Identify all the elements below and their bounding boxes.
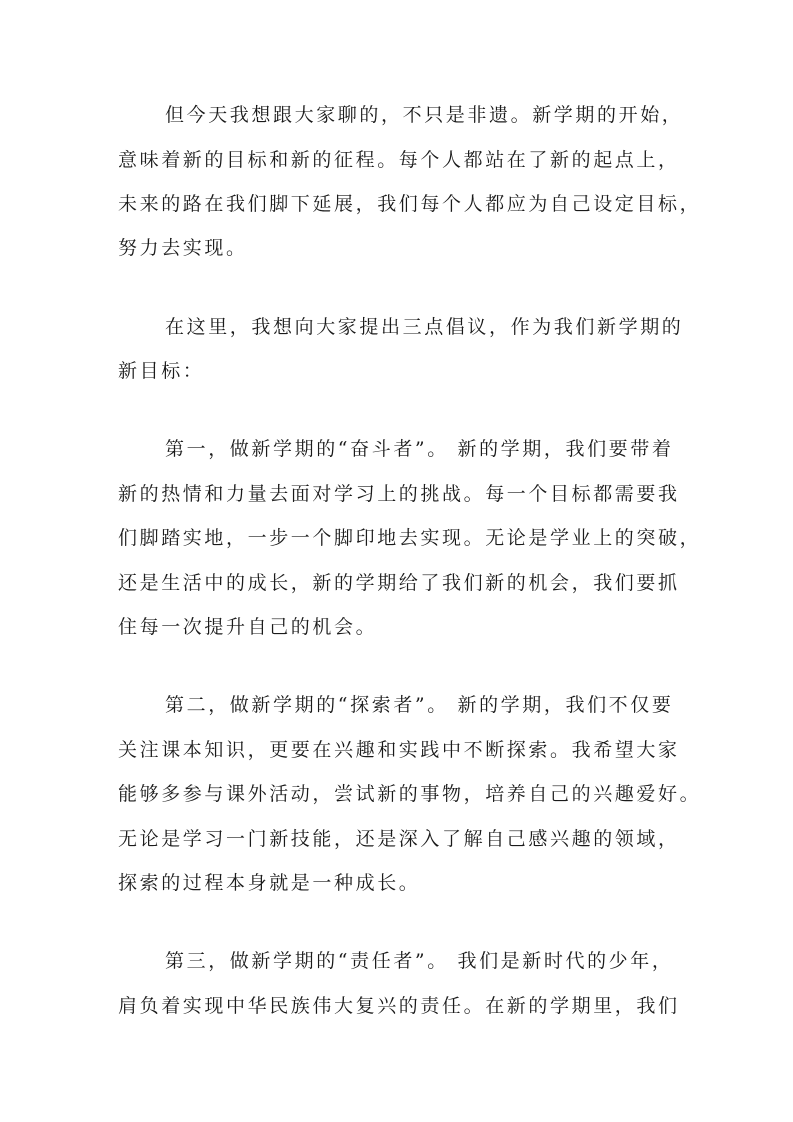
paragraph-3-line-3: 们脚踏实地，一步一个脚印地去实现。无论是学业上的突破， <box>118 527 702 549</box>
paragraph-4-line-3: 能够多参与课外活动，尝试新的事物，培养自己的兴趣爱好。 <box>118 783 702 805</box>
paragraph-2-line-2: 新目标： <box>118 360 205 382</box>
paragraph-4-line-2: 关注课本知识，更要在兴趣和实践中不断探索。我希望大家 <box>118 739 680 761</box>
paragraph-1-line-3: 未来的路在我们脚下延展，我们每个人都应为自己设定目标， <box>118 193 702 215</box>
paragraph-3-line-5: 住每一次提升自己的机会。 <box>118 616 378 638</box>
paragraph-5-line-1: 第三，做新学期的“责任者”。 我们是新时代的少年， <box>165 950 674 972</box>
paragraph-5-line-2: 肩负着实现中华民族伟大复兴的责任。在新的学期里，我们 <box>118 995 680 1017</box>
paragraph-3-line-4: 还是生活中的成长，新的学期给了我们新的机会，我们要抓 <box>118 572 680 594</box>
paragraph-1-line-4: 努力去实现。 <box>118 237 248 259</box>
paragraph-4-line-4: 无论是学习一门新技能，还是深入了解自己感兴趣的领域， <box>118 828 680 850</box>
paragraph-2-line-1: 在这里，我想向大家提出三点倡议，作为我们新学期的 <box>165 316 684 338</box>
paragraph-3-line-1: 第一，做新学期的“奋斗者”。 新的学期，我们要带着 <box>165 438 674 460</box>
paragraph-4-line-1: 第二，做新学期的“探索者”。 新的学期，我们不仅要 <box>165 694 674 716</box>
paragraph-4-line-5: 探索的过程本身就是一种成长。 <box>118 872 421 894</box>
paragraph-3-line-2: 新的热情和力量去面对学习上的挑战。每一个目标都需要我 <box>118 483 680 505</box>
paragraph-1-line-2: 意味着新的目标和新的征程。每个人都站在了新的起点上， <box>118 149 680 171</box>
paragraph-1-line-1: 但今天我想跟大家聊的，不只是非遗。新学期的开始， <box>165 104 684 126</box>
